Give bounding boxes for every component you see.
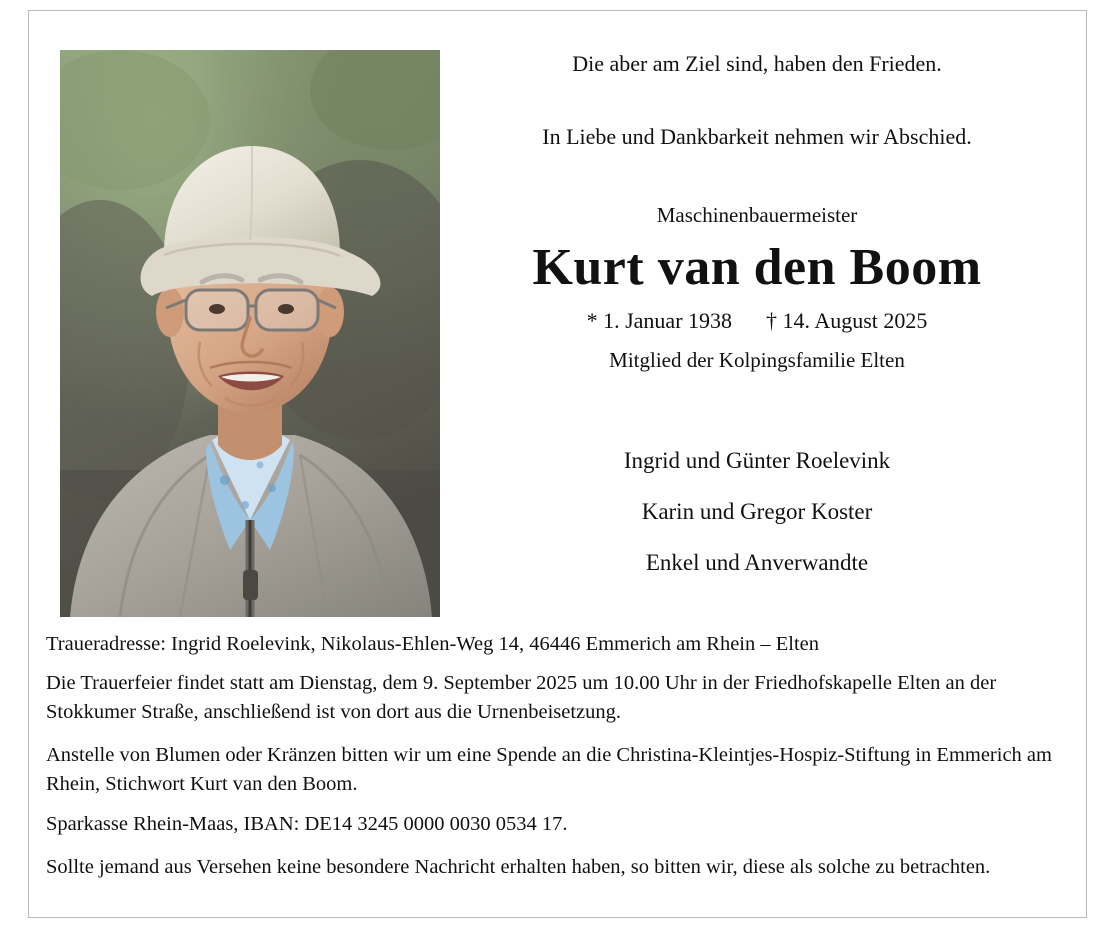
farewell-line: In Liebe und Dankbarkeit nehmen wir Abschied.: [542, 123, 972, 149]
mourner-entry: Karin und Gregor Koster: [641, 498, 873, 524]
mourners-list: [448, 449, 1066, 574]
portrait-photo: [60, 50, 440, 617]
bank-details: Sparkasse Rhein-Maas, IBAN: DE14 3245 0000 0030 0534 17.: [46, 812, 568, 835]
deceased-name: Kurt van den Boom: [532, 239, 982, 297]
card-content: [28, 10, 1087, 918]
verse-line: Die aber am Ziel sind, haben den Frieden.: [572, 51, 942, 76]
funeral-service-info: Die Trauerfeier findet statt am Dienstag, dem 9. September 2025 um 10.00 Uhr in der Friedhofskapelle Elten an der Stokkumer Straße, anschließend ist von dort aus die Urnenbeisetzung.: [46, 672, 997, 724]
mourner-entry: Enkel und Anverwandte: [645, 549, 869, 575]
notices-section: [46, 630, 1071, 882]
general-notice: Sollte jemand aus Versehen keine besondere Nachricht erhalten haben, so bitten wir, diese als solche zu betrachten.: [46, 855, 991, 878]
profession-line: Maschinenbauermeister: [656, 203, 858, 228]
portrait-image: [60, 50, 440, 617]
mourner-entry: Ingrid und Günter Roelevink: [623, 447, 891, 473]
top-section: [28, 10, 1087, 610]
life-dates: [448, 308, 1066, 334]
death-date: † 14. August 2025: [766, 307, 928, 333]
memorial-text: [448, 38, 1066, 574]
birth-date: * 1. Januar 1938: [586, 307, 733, 333]
mourning-address: Traueradresse: Ingrid Roelevink, Nikolaus-Ehlen-Weg 14, 46446 Emmerich am Rhein – Elten: [46, 633, 819, 655]
donation-request: Anstelle von Blumen oder Kränzen bitten wir um eine Spende an die Christina-Kleintjes-Hospiz-Stiftung in Emmerich am Rhein, Stichwort Kurt van den Boom.: [46, 744, 1052, 796]
membership-line: Mitglied der Kolpingsfamilie Elten: [609, 347, 905, 372]
